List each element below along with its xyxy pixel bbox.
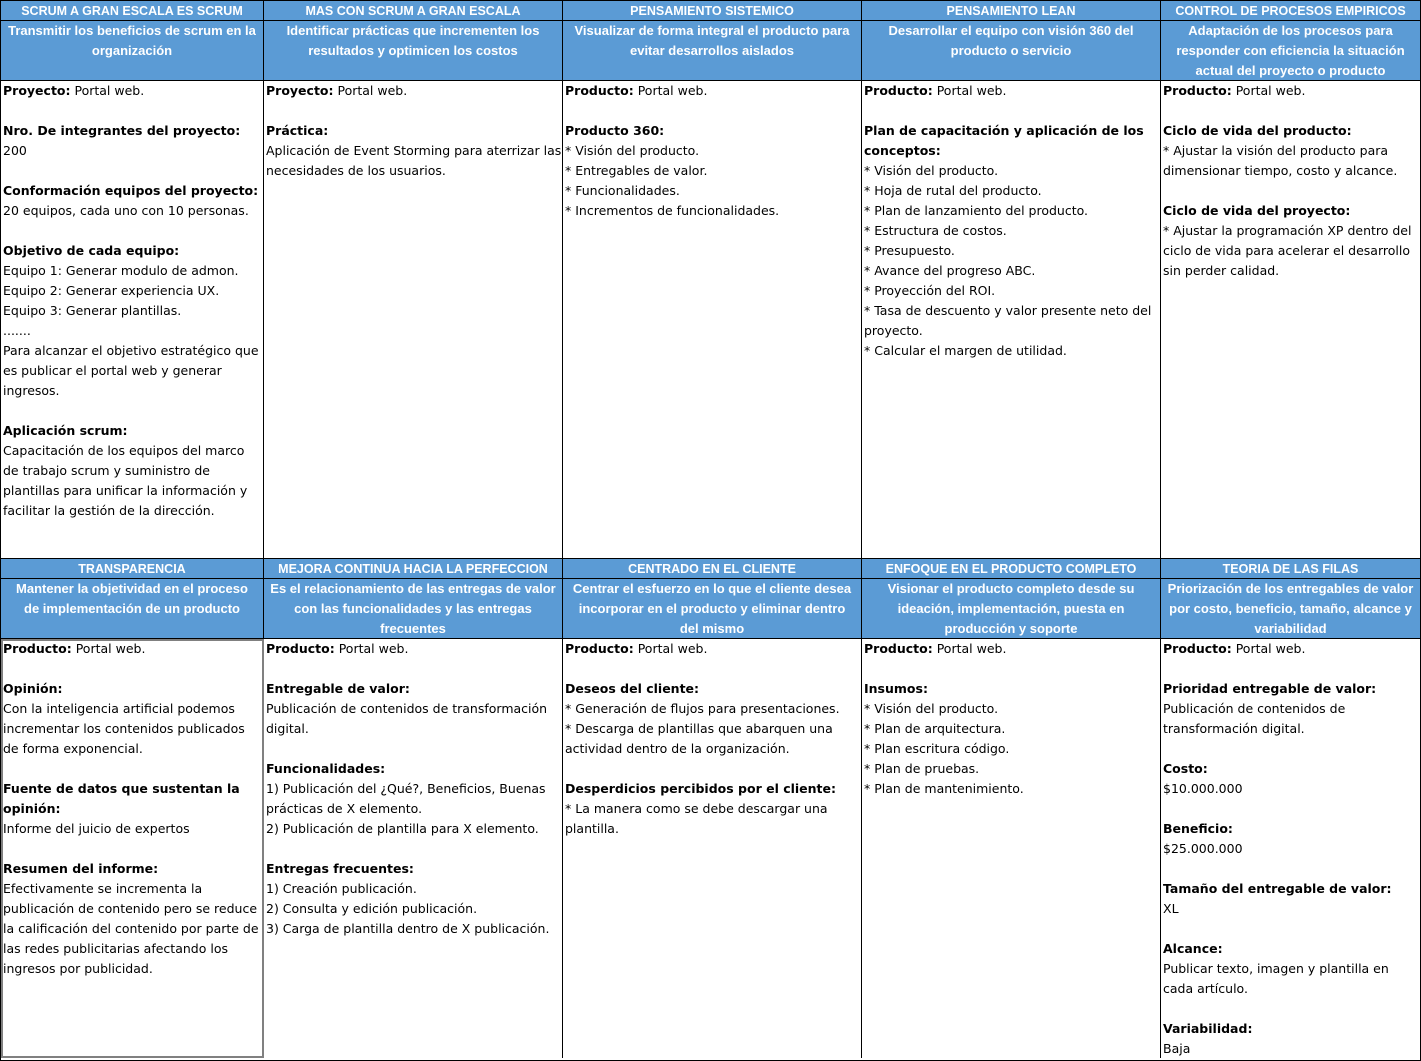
- cell-line: * Proyección del ROI.: [864, 283, 996, 298]
- subtitle-cell[interactable]: [1161, 21, 1420, 81]
- cell-line: [1163, 799, 1420, 819]
- cell-line: Producto: Portal web.: [864, 641, 1007, 656]
- cell-line: [3, 759, 263, 779]
- cell-line: * Tasa de descuento y valor presente neto del proyecto.: [864, 303, 1152, 338]
- subtitle-cell[interactable]: [563, 579, 862, 639]
- cell-line: Aplicación de Event Storming para aterrizar las necesidades de los usuarios.: [266, 143, 562, 178]
- cell-line: * Plan de arquitectura.: [864, 721, 1006, 736]
- field-label: Variabilidad:: [1163, 1021, 1253, 1036]
- cell-line: Producto: Portal web.: [565, 83, 708, 98]
- column-header-cell[interactable]: CENTRADO EN EL CLIENTE: [563, 559, 862, 579]
- cell-line: $25.000.000: [1163, 841, 1243, 856]
- cell-line: Publicación de contenidos de transformación digital.: [1163, 701, 1346, 736]
- field-label: Insumos:: [864, 681, 928, 696]
- cell-line: [1163, 879, 1420, 899]
- cell-line: .......: [3, 323, 31, 338]
- cell-line: Producto: Portal web.: [1163, 83, 1306, 98]
- field-label: Entregable de valor:: [266, 681, 410, 696]
- field-label: Objetivo de cada equipo:: [3, 243, 180, 258]
- cell-line: [1163, 859, 1420, 879]
- subtitle-cell[interactable]: [862, 21, 1161, 81]
- field-label: Proyecto:: [266, 83, 334, 98]
- cell-line: Efectivamente se incrementa la publicación de contenido pero se reduce la calificación del contenido por parte de las redes publicitarias afectando los ingresos por publicidad.: [3, 881, 259, 976]
- cell-line: [1163, 121, 1420, 141]
- cell-line: [1163, 181, 1420, 201]
- cell-line: 2) Publicación de plantilla para X elemento.: [266, 821, 539, 836]
- field-label: Producto:: [1163, 83, 1232, 98]
- cell-line: * Plan escritura código.: [864, 741, 1010, 756]
- cell-line: Equipo 1: Generar modulo de admon.: [3, 263, 239, 278]
- column-header-cell[interactable]: PENSAMIENTO LEAN: [862, 1, 1161, 21]
- subtitle-cell[interactable]: [1, 21, 264, 81]
- field-label: Ciclo de vida del producto:: [1163, 123, 1352, 138]
- field-label: Producto:: [565, 83, 634, 98]
- subtitle-text: Identificar prácticas que incrementen los resultados y optimicen los costos: [286, 23, 540, 58]
- cell-line: [565, 779, 861, 799]
- column-header-cell[interactable]: TRANSPARENCIA: [1, 559, 264, 579]
- cell-line: [266, 679, 562, 699]
- field-label: Producto:: [565, 641, 634, 656]
- cell-line: * Visión del producto.: [864, 701, 999, 716]
- cell-line: [864, 679, 1160, 699]
- cell-line: [565, 679, 861, 699]
- cell-line: * Incrementos de funcionalidades.: [565, 203, 780, 218]
- field-label: Nro. De integrantes del proyecto:: [3, 123, 241, 138]
- cell-line: [3, 221, 263, 241]
- content-cell[interactable]: [264, 639, 563, 1058]
- cell-line: 20 equipos, cada uno con 10 personas.: [3, 203, 249, 218]
- cell-line: [1163, 679, 1420, 699]
- cell-line: [1163, 659, 1420, 679]
- cell-line: [1163, 919, 1420, 939]
- subtitle-text: Desarrollar el equipo con visión 360 del producto o servicio: [888, 23, 1134, 58]
- cell-line: [3, 161, 263, 181]
- cell-line: 1) Publicación del ¿Qué?, Beneficios, Buenas prácticas de X elemento.: [266, 781, 546, 816]
- cell-line: [3, 101, 263, 121]
- cell-line: [3, 181, 263, 201]
- field-label: Costo:: [1163, 761, 1208, 776]
- field-label: Prioridad entregable de valor:: [1163, 681, 1377, 696]
- column-header-cell[interactable]: CONTROL DE PROCESOS EMPIRICOS: [1161, 1, 1420, 21]
- cell-line: Para alcanzar el objetivo estratégico que es publicar el portal web y generar ingresos.: [3, 343, 259, 398]
- cell-line: [3, 241, 263, 261]
- cell-line: [1163, 939, 1420, 959]
- cell-line: [3, 839, 263, 859]
- field-label: Resumen del informe:: [3, 861, 159, 876]
- content-cell[interactable]: [1161, 639, 1420, 1058]
- cell-line: [1163, 739, 1420, 759]
- content-cell[interactable]: [563, 81, 862, 559]
- cell-line: 3) Carga de plantilla dentro de X publicación.: [266, 921, 550, 936]
- cell-line: * Ajustar la visión del producto para dimensionar tiempo, costo y alcance.: [1163, 143, 1398, 178]
- subtitle-cell[interactable]: [1161, 579, 1420, 639]
- subtitle-text: Visionar el producto completo desde su ideación, implementación, puesta en producción y soporte: [887, 581, 1135, 636]
- field-label: Desperdicios percibidos por el cliente:: [565, 781, 837, 796]
- field-label: Producto:: [864, 83, 933, 98]
- cell-line: [565, 659, 861, 679]
- content-cell[interactable]: [264, 81, 563, 559]
- cell-line: Publicar texto, imagen y plantilla en cada artículo.: [1163, 961, 1389, 996]
- cell-line: Producto: Portal web.: [266, 641, 409, 656]
- column-header-cell[interactable]: ENFOQUE EN EL PRODUCTO COMPLETO: [862, 559, 1161, 579]
- cell-line: * La manera como se debe descargar una plantilla.: [565, 801, 828, 836]
- field-label: Opinión:: [3, 681, 63, 696]
- field-label: Plan de capacitación y aplicación de los conceptos:: [864, 123, 1144, 158]
- cell-line: [266, 101, 562, 121]
- cell-line: [1163, 1019, 1420, 1039]
- cell-line: Equipo 2: Generar experiencia UX.: [3, 283, 220, 298]
- subtitle-text: Visualizar de forma integral el producto para evitar desarrollos aislados: [574, 23, 850, 58]
- column-header-cell[interactable]: TEORIA DE LAS FILAS: [1161, 559, 1420, 579]
- cell-line: XL: [1163, 901, 1179, 916]
- cell-line: 2) Consulta y edición publicación.: [266, 901, 478, 916]
- cell-line: Producto: Portal web.: [1163, 641, 1306, 656]
- cell-line: [864, 659, 1160, 679]
- field-label: Práctica:: [266, 123, 329, 138]
- cell-line: * Funcionalidades.: [565, 183, 680, 198]
- cell-line: [3, 779, 263, 819]
- subtitle-text: Mantener la objetividad en el proceso de implementación de un producto: [16, 581, 248, 616]
- content-cell[interactable]: [1, 81, 264, 559]
- cell-line: [1163, 999, 1420, 1019]
- subtitle-text: Centrar el esfuerzo en lo que el cliente desea incorporar en el producto y eliminar dentro del mismo: [572, 581, 852, 636]
- cell-line: Producto: Portal web.: [3, 641, 146, 656]
- cell-line: * Generación de flujos para presentaciones.: [565, 701, 840, 716]
- cell-line: [3, 679, 263, 699]
- field-label: Entregas frecuentes:: [266, 861, 414, 876]
- field-label: Ciclo de vida del proyecto:: [1163, 203, 1351, 218]
- cell-line: * Presupuesto.: [864, 243, 955, 258]
- cell-line: 200: [3, 143, 27, 158]
- field-label: Proyecto:: [3, 83, 71, 98]
- content-cell[interactable]: [1161, 81, 1420, 559]
- field-label: Beneficio:: [1163, 821, 1233, 836]
- cell-line: [1163, 201, 1420, 221]
- subtitle-text: Adaptación de los procesos para responder con eficiencia la situación actual del proyecto o producto: [1176, 23, 1405, 78]
- field-label: Deseos del cliente:: [565, 681, 700, 696]
- cell-line: * Visión del producto.: [864, 163, 999, 178]
- cell-line: * Plan de lanzamiento del producto.: [864, 203, 1088, 218]
- subtitle-cell[interactable]: [1, 579, 264, 639]
- column-header-cell[interactable]: SCRUM A GRAN ESCALA ES SCRUM: [1, 1, 264, 21]
- cell-line: [3, 121, 263, 141]
- cell-line: $10.000.000: [1163, 781, 1243, 796]
- subtitle-cell[interactable]: [862, 579, 1161, 639]
- cell-line: * Plan de pruebas.: [864, 761, 980, 776]
- field-label: Producto:: [266, 641, 335, 656]
- field-label: Producto:: [3, 641, 72, 656]
- column-header-cell[interactable]: PENSAMIENTO SISTEMICO: [563, 1, 862, 21]
- column-header-cell[interactable]: MAS CON SCRUM A GRAN ESCALA: [264, 1, 563, 21]
- cell-line: [1163, 759, 1420, 779]
- cell-line: Con la inteligencia artificial podemos incrementar los contenidos publicados de forma exponencial.: [3, 701, 245, 756]
- cell-line: Proyecto: Portal web.: [3, 83, 145, 98]
- field-label: Tamaño del entregable de valor:: [1163, 881, 1392, 896]
- cell-line: [266, 859, 562, 879]
- cell-line: [266, 839, 562, 859]
- content-cell[interactable]: [1, 639, 264, 1058]
- cell-line: * Ajustar la programación XP dentro del ciclo de vida para acelerar el desarrollo sin perder calidad.: [1163, 223, 1412, 278]
- field-label: Producto 360:: [565, 123, 665, 138]
- field-label: Conformación equipos del proyecto:: [3, 183, 259, 198]
- cell-line: * Estructura de costos.: [864, 223, 1007, 238]
- cell-line: Proyecto: Portal web.: [266, 83, 408, 98]
- subtitle-cell[interactable]: [264, 579, 563, 639]
- cell-line: [3, 421, 263, 441]
- cell-line: [1163, 819, 1420, 839]
- cell-line: [266, 121, 562, 141]
- column-header-cell[interactable]: MEJORA CONTINUA HACIA LA PERFECCION: [264, 559, 563, 579]
- field-label: Alcance:: [1163, 941, 1223, 956]
- field-label: Aplicación scrum:: [3, 423, 128, 438]
- cell-line: [864, 101, 1160, 121]
- content-cell[interactable]: [862, 639, 1161, 1058]
- subtitle-cell[interactable]: [264, 21, 563, 81]
- content-cell[interactable]: [563, 639, 862, 1058]
- cell-line: [3, 401, 263, 421]
- subtitle-text: Priorización de los entregables de valor por costo, beneficio, tamaño, alcance y variabilidad: [1167, 581, 1414, 636]
- subtitle-text: Transmitir los beneficios de scrum en la organización: [8, 23, 256, 58]
- cell-line: [1163, 101, 1420, 121]
- cell-line: [565, 101, 861, 121]
- subtitle-cell[interactable]: [563, 21, 862, 81]
- cell-line: * Calcular el margen de utilidad.: [864, 343, 1067, 358]
- field-label: Funcionalidades:: [266, 761, 386, 776]
- cell-line: Producto: Portal web.: [864, 83, 1007, 98]
- cell-line: Equipo 3: Generar plantillas.: [3, 303, 182, 318]
- cell-line: [565, 759, 861, 779]
- cell-line: * Descarga de plantillas que abarquen una actividad dentro de la organización.: [565, 721, 833, 756]
- cell-line: [266, 759, 562, 779]
- cell-line: * Avance del progreso ABC.: [864, 263, 1036, 278]
- subtitle-text: Es el relacionamiento de las entregas de valor con las funcionalidades y las entregas frecuentes: [270, 581, 556, 636]
- cell-line: [864, 121, 1160, 161]
- field-label: Producto:: [1163, 641, 1232, 656]
- cell-line: * Hoja de rutal del producto.: [864, 183, 1042, 198]
- cell-line: [266, 659, 562, 679]
- cell-line: [3, 859, 263, 879]
- cell-line: [266, 739, 562, 759]
- cell-line: 1) Creación publicación.: [266, 881, 417, 896]
- cell-line: [3, 659, 263, 679]
- content-cell[interactable]: [862, 81, 1161, 559]
- cell-line: Baja: [1163, 1041, 1191, 1056]
- cell-line: * Visión del producto.: [565, 143, 700, 158]
- field-label: Producto:: [864, 641, 933, 656]
- cell-line: Capacitación de los equipos del marco de trabajo scrum y suministro de plantillas para unificar la información y facilitar la gestión de la dirección.: [3, 443, 248, 518]
- field-label: Fuente de datos que sustentan la opinión:: [3, 781, 240, 816]
- cell-line: Publicación de contenidos de transformación digital.: [266, 701, 548, 736]
- cell-line: Producto: Portal web.: [565, 641, 708, 656]
- cell-line: [565, 121, 861, 141]
- cell-line: Informe del juicio de expertos: [3, 821, 190, 836]
- cell-line: * Entregables de valor.: [565, 163, 708, 178]
- cell-line: * Plan de mantenimiento.: [864, 781, 1024, 796]
